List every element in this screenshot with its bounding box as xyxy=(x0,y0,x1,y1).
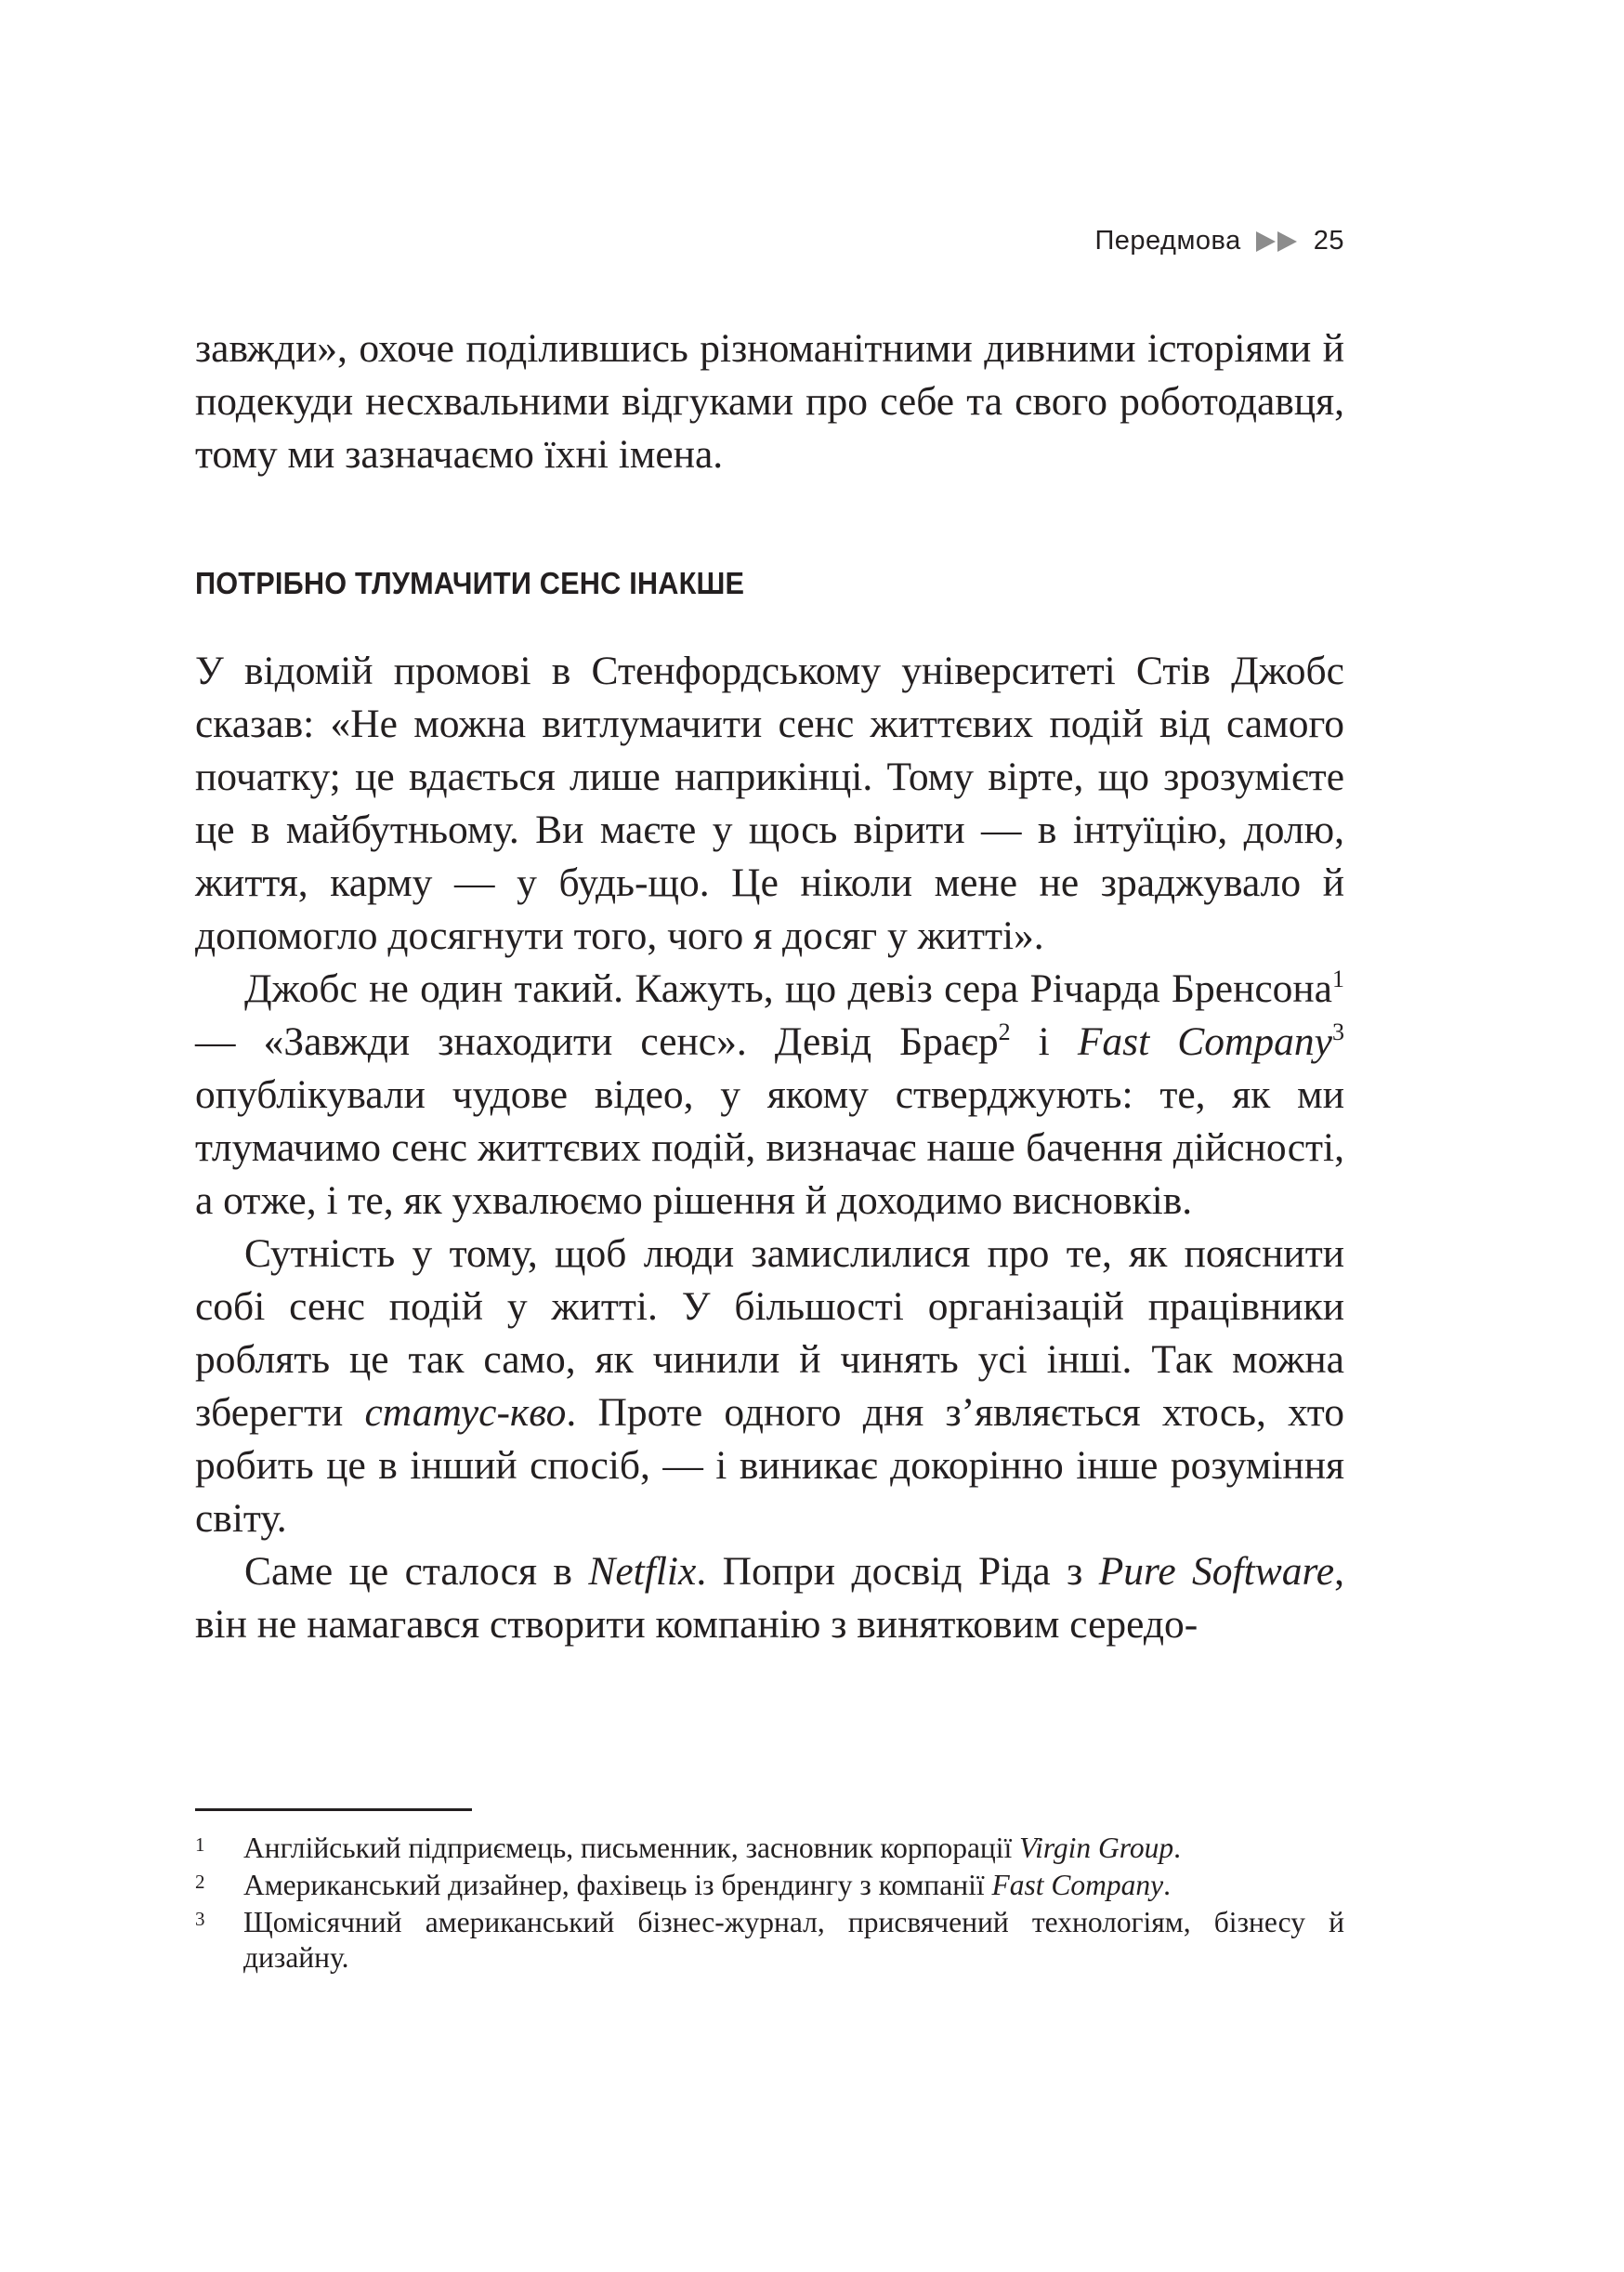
footnote-2 xyxy=(195,1868,1344,1903)
footnote-divider xyxy=(195,1808,472,1811)
paragraph-continued: завжди», охоче поділившись різноманітними дивними історіями й подекуди несхвальними відгуками про себе та свого роботодавця, тому ми зазначаємо їхні імена. xyxy=(195,326,1344,477)
text-run: Американський дизайнер, фахівець із брендингу з компанії xyxy=(243,1869,992,1901)
text-run: Джобс не один такий. Кажуть, що девіз сера Річарда Бренсона xyxy=(244,966,1332,1011)
footnote-number: 3 xyxy=(195,1908,205,1930)
text-run: і xyxy=(1010,1019,1078,1064)
footnote-1 xyxy=(195,1831,1344,1866)
paragraph-netflix xyxy=(195,1545,1344,1651)
footnote-text xyxy=(243,1831,1344,1866)
footnote-number: 1 xyxy=(195,1833,205,1856)
text-run: , він не намагався створити компанію з винятковим середо- xyxy=(195,1549,1344,1647)
footnote-3 xyxy=(195,1905,1344,1976)
footnote-text xyxy=(243,1905,1344,1976)
running-header xyxy=(1094,226,1344,256)
footnote-number: 2 xyxy=(195,1871,205,1893)
footnotes xyxy=(195,1831,1344,1977)
paragraph-jobs-quote: У відомій промові в Стенфордському університеті Стів Джобс сказав: «Не можна витлумачити сенс життєвих подій від самого початку; це вдається лише наприкінці. Тому вірте, що зрозумієте це в майбутньому. Ви маєте у щось вірити — в інтуїцію, долю, життя, карму — у будь-що. Це ніколи мене не зраджувало й допомогло досягнути того, чого я досяг у житті». xyxy=(195,649,1344,958)
italic-fast-company: Fast Company xyxy=(991,1869,1164,1901)
text-run: . xyxy=(1163,1869,1171,1901)
text-run: опублікували чудове відео, у якому стверджують: те, як ми тлумачимо сенс життєвих подій, визначає наше бачення дійсності, а отже, і те, як ухвалюємо рішення й доходимо висновків. xyxy=(195,1072,1344,1223)
section-title: Передмова xyxy=(1094,226,1241,256)
italic-status-quo: статус-кво xyxy=(364,1390,567,1435)
footnote-text xyxy=(243,1868,1344,1903)
section-heading: ПОТРІБНО ТЛУМАЧИТИ СЕНС ІНАКШЕ xyxy=(195,566,745,600)
double-play-arrows-icon xyxy=(1256,231,1299,252)
text-run: . xyxy=(1173,1832,1182,1864)
paragraph-branson xyxy=(195,963,1344,1228)
italic-virgin-group: Virgin Group xyxy=(1019,1832,1174,1864)
main-text xyxy=(195,322,1344,1651)
italic-netflix: Netflix xyxy=(588,1549,697,1594)
text-run: Саме це сталося в xyxy=(244,1549,589,1594)
footnote-ref-3[interactable]: 3 xyxy=(1332,1018,1344,1045)
text-run: . Попри досвід Ріда з xyxy=(696,1549,1099,1594)
footnote-ref-1[interactable]: 1 xyxy=(1332,965,1344,992)
text-run: . Проте одного дня з’являється хтось, хто робить це в інший спосіб, — і виникає докорінно інше розуміння світу. xyxy=(195,1390,1344,1541)
footnote-ref-2[interactable]: 2 xyxy=(998,1018,1011,1045)
text-run: Щомісячний американський бізнес-журнал, присвячений технологіям, бізнесу й дизайну. xyxy=(243,1906,1344,1974)
text-run: Англійський підприємець, письменник, засновник корпорації xyxy=(243,1832,1020,1864)
text-run: Сутність у тому, щоб люди замислилися про те, як пояснити собі сенс подій у житті. У більшості організацій працівники роблять це так само, як чинили й чинять усі інші. Так можна зберегти xyxy=(195,1231,1344,1435)
italic-fast-company: Fast Company xyxy=(1077,1019,1332,1064)
paragraph-status-quo xyxy=(195,1228,1344,1545)
text-run: — «Завжди знаходити сенс». Девід Браєр xyxy=(195,1019,999,1064)
page-number: 25 xyxy=(1313,226,1344,256)
italic-pure-software: Pure Software xyxy=(1098,1549,1335,1594)
